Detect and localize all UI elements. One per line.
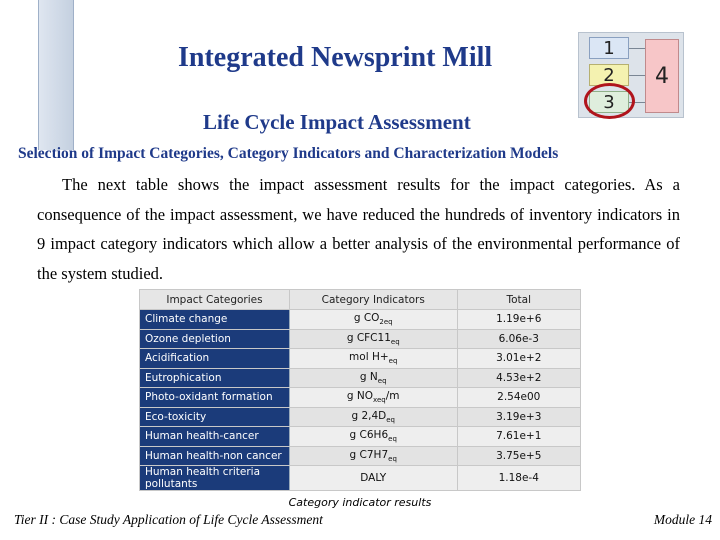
indicator-subscript: eq [390,337,400,346]
section-heading: Selection of Impact Categories, Category Indicators and Characterization Models [18,145,559,162]
impact-category-cell: Eco-toxicity [140,407,290,427]
connector-line [629,75,645,76]
indicator-unit: g N [359,370,378,383]
column-header: Category Indicators [289,290,457,310]
table-row [140,349,581,369]
impact-category-cell: Human health-cancer [140,427,290,447]
impact-category-cell: Human health-non cancer [140,446,290,466]
table-caption: Category indicator results [288,496,432,509]
total-value-cell: 2.54e00 [457,388,580,408]
total-value-cell: 3.01e+2 [457,349,580,369]
category-indicator-cell [289,446,457,466]
impact-category-cell: Acidification [140,349,290,369]
impact-category-cell: Ozone depletion [140,329,290,349]
table-row [140,446,581,466]
step-box-3: 3 [589,91,629,113]
table-row [140,329,581,349]
total-value-cell: 6.06e-3 [457,329,580,349]
total-value-cell: 3.75e+5 [457,446,580,466]
decorative-side-bar [38,0,74,150]
table-row [140,388,581,408]
table-row [140,466,581,491]
step-box-1: 1 [589,37,629,59]
indicator-unit: DALY [360,472,387,484]
indicator-unit: mol H+ [349,351,389,364]
indicator-unit: g C6H6 [349,429,389,442]
step-box-4: 4 [645,39,679,113]
indicator-subscript: eq [386,415,395,424]
slide-title: Integrated Newsprint Mill [178,42,493,73]
total-value-cell: 3.19e+3 [457,407,580,427]
table-row [140,407,581,427]
indicator-unit: g CFC11 [346,331,391,344]
indicator-subscript: xeq [373,396,386,405]
indicator-subscript: eq [388,435,397,444]
indicator-suffix: /m [385,390,400,403]
indicator-subscript: eq [388,454,397,463]
slide-subtitle: Life Cycle Impact Assessment [203,110,471,134]
indicator-unit: g NO [346,390,374,403]
body-paragraph: The next table shows the impact assessment results for the impact categories. As a consequence of the impact assessment, we have reduced the hundreds of inventory indicators in 9 impact category indicators which allow a better analysis of the environmental performance of the system studied. [37,175,680,283]
footer-course-title: Tier II : Case Study Application of Life Cycle Assessment [14,512,323,527]
total-value-cell: 7.61e+1 [457,427,580,447]
indicator-unit: g CO [353,312,380,325]
table-header-row [140,290,581,310]
impact-category-cell: Human health criteria pollutants [140,466,290,491]
category-indicator-cell [289,388,457,408]
impact-results-table [139,289,581,491]
total-value-cell: 1.19e+6 [457,310,580,330]
table-row [140,310,581,330]
total-value-cell: 4.53e+2 [457,368,580,388]
category-indicator-cell [289,310,457,330]
indicator-unit: g 2,4D [351,409,387,422]
footer-module: Module 14 [653,512,712,527]
category-indicator-cell [289,427,457,447]
category-indicator-cell [289,407,457,427]
connector-line [629,48,645,49]
category-indicator-cell [289,368,457,388]
category-indicator-cell [289,466,457,491]
step-box-2: 2 [589,64,629,86]
total-value-cell: 1.18e-4 [457,466,580,491]
column-header: Impact Categories [140,290,290,310]
impact-category-cell: Photo-oxidant formation [140,388,290,408]
category-indicator-cell [289,329,457,349]
process-step-diagram [578,32,684,118]
indicator-unit: g C7H7 [349,448,389,461]
indicator-subscript: 2eq [379,318,393,327]
table-row [140,427,581,447]
column-header: Total [457,290,580,310]
impact-category-cell: Eutrophication [140,368,290,388]
highlight-ring [584,83,635,119]
indicator-subscript: eq [388,357,398,366]
table-row [140,368,581,388]
category-indicator-cell [289,349,457,369]
impact-category-cell: Climate change [140,310,290,330]
indicator-subscript: eq [377,376,387,385]
